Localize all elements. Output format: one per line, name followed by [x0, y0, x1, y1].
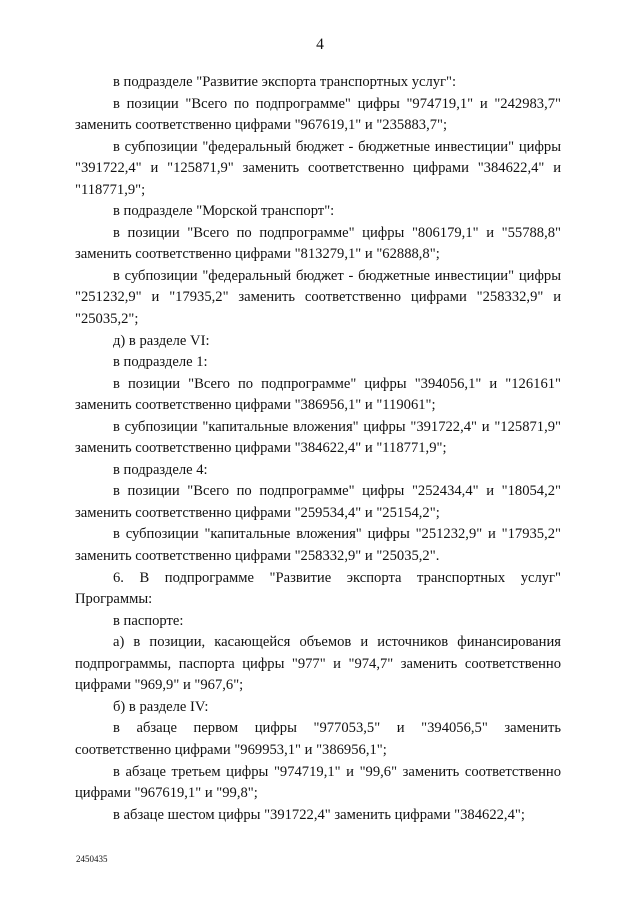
paragraph: в абзаце шестом цифры "391722,4" заменить цифрами "384622,4"; — [113, 806, 525, 823]
paragraph: а) в позиции, касающейся объемов и источников финансирования подпрограммы, паспорта цифры "977" и "974,7" заменить соответственно цифрами "969,9" и "967,6"; — [75, 634, 561, 694]
paragraph: в позиции "Всего по подпрограмме" цифры "806179,1" и "55788,8" заменить соответственно цифрами "813279,1" и "62888,8"; — [75, 224, 561, 263]
paragraph: 6. В подпрограмме "Развитие экспорта транспортных услуг" Программы: — [75, 569, 561, 608]
paragraph: в подразделе "Морской транспорт": — [113, 203, 335, 220]
paragraph: в подразделе 1: — [113, 354, 208, 371]
page-number: 4 — [316, 36, 324, 53]
document-body — [75, 72, 561, 826]
paragraph: в абзаце первом цифры "977053,5" и "394056,5" заменить соответственно цифрами "969953,1" и "386956,1"; — [75, 720, 561, 758]
paragraph: в позиции "Всего по подпрограмме" цифры "252434,4" и "18054,2" заменить соответственно цифрами "259534,4" и "25154,2"; — [75, 483, 561, 521]
paragraph: в субпозиции "федеральный бюджет - бюджетные инвестиции" цифры "251232,9" и "17935,2" заменить соответственно цифрами "258332,9" и "25035,2"; — [75, 267, 561, 328]
paragraph: в паспорте: — [113, 612, 184, 629]
paragraph: в абзаце третьем цифры "974719,1" и "99,6" заменить соответственно цифрами "967619,1" и "99,8"; — [75, 763, 561, 802]
paragraph: в субпозиции "капитальные вложения" цифры "251232,9" и "17935,2" заменить соответственно цифрами "258332,9" и "25035,2". — [75, 526, 561, 565]
paragraph: д) в разделе VI: — [113, 332, 210, 349]
document-code: 2450435 — [76, 854, 108, 864]
paragraph: б) в разделе IV: — [113, 698, 209, 715]
paragraph: в позиции "Всего по подпрограмме" цифры "394056,1" и "126161" заменить соответственно цифрами "386956,1" и "119061"; — [75, 375, 561, 414]
paragraph: в позиции "Всего по подпрограмме" цифры "974719,1" и "242983,7" заменить соответственно цифрами "967619,1" и "235883,7"; — [75, 95, 561, 134]
paragraph: в субпозиции "капитальные вложения" цифры "391722,4" и "125871,9" заменить соответственно цифрами "384622,4" и "118771,9"; — [75, 418, 561, 457]
paragraph: в подразделе "Развитие экспорта транспортных услуг": — [113, 74, 457, 90]
paragraph: в подразделе 4: — [113, 461, 208, 478]
paragraph: в субпозиции "федеральный бюджет - бюджетные инвестиции" цифры "391722,4" и "125871,9" заменить соответственно цифрами "384622,4" и "118771,9"; — [75, 138, 561, 198]
